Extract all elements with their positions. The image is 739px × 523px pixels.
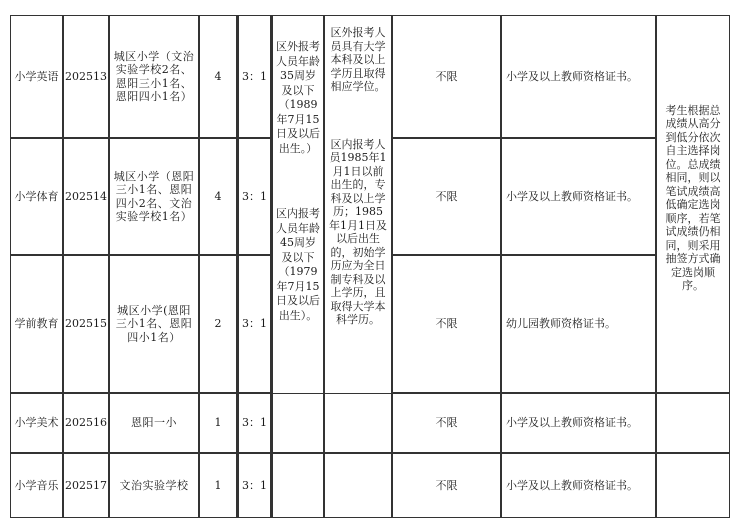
certificate-cell: 小学及以上教师资格证书。	[501, 393, 656, 453]
education-requirement-cell	[324, 393, 392, 453]
education-requirement-cell	[324, 453, 392, 518]
education-outside-text: 区外报考人员具有大学本科及以上学历且取得相应学位。	[330, 26, 386, 93]
exam-ratio-cell: 3：1	[237, 453, 272, 518]
certificate-cell: 小学及以上教师资格证书。	[501, 15, 656, 138]
exam-ratio-cell: 3：1	[237, 393, 272, 453]
school-cell: 恩阳一小	[109, 393, 199, 453]
age-requirement-cell	[272, 393, 324, 453]
recruitment-table	[10, 15, 730, 518]
education-requirement-cell	[324, 15, 392, 393]
certificate-cell: 小学及以上教师资格证书。	[501, 453, 656, 518]
subject-cell: 小学美术	[10, 393, 63, 453]
school-cell: 城区小学（文治实验学校2名、恩阳三小1名、恩阳四小1名）	[109, 15, 199, 138]
certificate-cell: 小学及以上教师资格证书。	[501, 138, 656, 255]
exam-ratio-cell: 3：1	[237, 255, 272, 393]
position-code-cell: 202517	[63, 453, 109, 518]
age-outside-text: 区外报考人员年龄35周岁及以下（1989年7月15日及以后出生。）	[276, 40, 320, 155]
school-cell: 文治实验学校	[109, 453, 199, 518]
hire-count-cell: 1	[199, 453, 237, 518]
subject-cell: 小学体育	[10, 138, 63, 255]
selection-note-cell	[656, 453, 730, 518]
age-requirement-cell	[272, 453, 324, 518]
education-inside-text: 区内报考人员1985年1月1日以前出生的，专科及以上学历；1985年1月1日及以后出生的，初始学历应为全日制专科及以上学历，且取得大学本科学历。	[329, 137, 387, 326]
school-cell: 城区小学(恩阳三小1名、恩阳四小1名）	[109, 255, 199, 393]
certificate-cell: 幼儿园教师资格证书。	[501, 255, 656, 393]
selection-note-cell	[656, 15, 730, 393]
position-code-cell: 202516	[63, 393, 109, 453]
subject-cell: 学前教育	[10, 255, 63, 393]
exam-ratio-cell: 3：1	[237, 15, 272, 138]
major-cell: 不限	[392, 453, 501, 518]
school-cell: 城区小学（恩阳三小1名、恩阳四小2名、文治实验学校1名）	[109, 138, 199, 255]
major-cell: 不限	[392, 255, 501, 393]
major-cell: 不限	[392, 138, 501, 255]
selection-note-cell	[656, 393, 730, 453]
major-cell: 不限	[392, 393, 501, 453]
hire-count-cell: 4	[199, 138, 237, 255]
hire-count-cell: 2	[199, 255, 237, 393]
selection-note-text: 考生根据总成绩从高分到低分依次自主选择岗位。总成绩相同，则以笔试成绩高低确定选岗顺序，若笔试成绩仍相同，则采用抽签方式确定选岗顺序。	[665, 103, 721, 292]
major-cell: 不限	[392, 15, 501, 138]
position-code-cell: 202515	[63, 255, 109, 393]
hire-count-cell: 1	[199, 393, 237, 453]
age-requirement-cell	[272, 15, 324, 393]
position-code-cell: 202514	[63, 138, 109, 255]
hire-count-cell: 4	[199, 15, 237, 138]
exam-ratio-cell: 3：1	[237, 138, 272, 255]
subject-cell: 小学音乐	[10, 453, 63, 518]
position-code-cell: 202513	[63, 15, 109, 138]
subject-cell: 小学英语	[10, 15, 63, 138]
age-inside-text: 区内报考人员年龄45周岁及以下（1979年7月15日及以后出生）。	[276, 207, 320, 322]
